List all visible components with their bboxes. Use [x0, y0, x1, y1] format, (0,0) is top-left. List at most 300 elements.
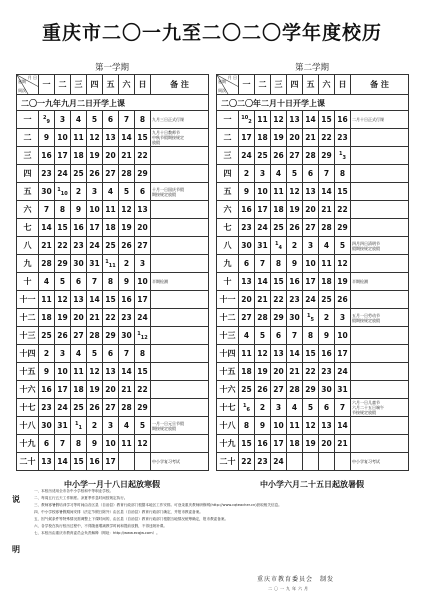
week-row	[17, 237, 209, 255]
date-cell: 26	[287, 219, 303, 237]
header-corner	[17, 75, 39, 95]
date-cell	[303, 453, 319, 471]
date-cell: 8	[303, 327, 319, 345]
week-number: 三	[17, 147, 39, 165]
date-cell: 28	[303, 147, 319, 165]
corner-week-number: 周次	[18, 88, 26, 93]
date-cell: 3	[135, 255, 151, 273]
note-cell	[351, 327, 409, 345]
week-row	[217, 129, 409, 147]
date-cell: 11	[71, 129, 87, 147]
date-cell: 16	[87, 453, 103, 471]
date-cell: 10	[135, 273, 151, 291]
week-row	[17, 129, 209, 147]
date-cell: 19	[87, 147, 103, 165]
note-cell: 五月一日劳动节 假期按规定放假	[351, 309, 409, 327]
week-row	[217, 147, 409, 165]
week-number: 十九	[17, 435, 39, 453]
week-number: 十一	[17, 291, 39, 309]
corner-weekday: 星期	[218, 79, 226, 84]
week-number: 十五	[217, 363, 239, 381]
date-cell: 5	[55, 273, 71, 291]
date-cell: 16	[239, 201, 255, 219]
date-cell: 6	[303, 165, 319, 183]
start-banner: 二〇二〇年二月十日开学上课	[217, 95, 409, 111]
date-cell: 10	[55, 363, 71, 381]
week-row	[17, 219, 209, 237]
semester-1-footer: 中小学一月十八日起放寒假	[64, 479, 160, 489]
date-cell: 11	[271, 183, 287, 201]
week-row	[217, 381, 409, 399]
date-cell: 28	[287, 381, 303, 399]
date-cell: 8	[55, 201, 71, 219]
date-cell: 16	[119, 291, 135, 309]
date-cell: 4	[39, 273, 55, 291]
date-cell: 27	[135, 237, 151, 255]
day-header: 四	[87, 75, 103, 95]
semester-2-label: 第二学期	[294, 63, 329, 73]
semester-2-table	[216, 74, 409, 471]
date-cell: 18	[287, 435, 303, 453]
date-cell: 27	[103, 399, 119, 417]
date-cell: 26	[87, 165, 103, 183]
date-cell: 7	[87, 273, 103, 291]
week-row	[217, 201, 409, 219]
date-cell: 30	[39, 417, 55, 435]
week-row	[217, 237, 409, 255]
semester-2-body	[217, 95, 409, 471]
note-cell	[351, 381, 409, 399]
explanation-line: 二、每周五行五天工作制度。凉夏季作息时间按规定执行。	[34, 496, 128, 500]
date-cell: 7	[319, 165, 335, 183]
explanation-text	[34, 488, 404, 537]
date-cell: 4	[119, 417, 135, 435]
day-header: 五	[103, 75, 119, 95]
date-cell: 26	[335, 291, 351, 309]
date-cell: 7	[255, 255, 271, 273]
date-cell: 21	[87, 309, 103, 327]
week-number: 六	[17, 201, 39, 219]
date-cell: 19	[255, 363, 271, 381]
date-cell: 4	[71, 345, 87, 363]
date-cell: 31	[255, 237, 271, 255]
date-cell: 25	[103, 237, 119, 255]
date-cell: 9	[39, 363, 55, 381]
month-start-date-cell: $^{10}_2$	[239, 111, 255, 129]
week-number: 十	[17, 273, 39, 291]
date-cell: 4	[287, 399, 303, 417]
date-cell: 24	[239, 147, 255, 165]
date-cell: 10	[271, 417, 287, 435]
date-cell: 23	[255, 453, 271, 471]
month-start-date-cell: $^1_1$	[71, 417, 87, 435]
date-cell: 19	[271, 129, 287, 147]
date-cell: 8	[103, 273, 119, 291]
week-number: 十六	[17, 381, 39, 399]
date-cell: 7	[335, 399, 351, 417]
date-cell: 18	[39, 309, 55, 327]
note-cell	[351, 147, 409, 165]
week-number: 十	[217, 273, 239, 291]
date-cell: 10	[255, 183, 271, 201]
note-cell: 半期检测	[151, 273, 209, 291]
date-cell: 24	[55, 399, 71, 417]
note-cell	[351, 201, 409, 219]
week-row	[17, 147, 209, 165]
date-cell: 16	[255, 435, 271, 453]
note-cell	[351, 417, 409, 435]
date-cell: 22	[319, 129, 335, 147]
date-cell: 9	[255, 417, 271, 435]
note-cell	[151, 255, 209, 273]
week-number: 十八	[17, 417, 39, 435]
date-cell: 8	[239, 417, 255, 435]
date-cell: 3	[303, 237, 319, 255]
date-cell: 3	[55, 345, 71, 363]
week-row	[217, 111, 409, 129]
month-start-date-cell: $^2_9$	[39, 111, 55, 129]
date-cell: 23	[335, 129, 351, 147]
date-cell: 18	[239, 363, 255, 381]
week-row	[217, 273, 409, 291]
date-cell: 14	[255, 273, 271, 291]
week-row	[217, 165, 409, 183]
date-cell: 14	[335, 417, 351, 435]
date-cell: 10	[335, 327, 351, 345]
week-number: 八	[17, 237, 39, 255]
day-header: 三	[71, 75, 87, 95]
date-cell: 29	[103, 327, 119, 345]
date-cell: 29	[319, 147, 335, 165]
date-cell: 20	[135, 219, 151, 237]
date-cell: 27	[71, 327, 87, 345]
date-cell: 25	[39, 327, 55, 345]
note-cell	[151, 237, 209, 255]
date-cell: 6	[39, 435, 55, 453]
date-cell: 9	[71, 201, 87, 219]
week-row	[217, 327, 409, 345]
date-cell: 15	[319, 111, 335, 129]
date-cell: 14	[303, 111, 319, 129]
date-cell: 17	[303, 273, 319, 291]
start-banner-row	[17, 95, 209, 111]
week-row	[217, 291, 409, 309]
semester-2-footer: 中小学六月二十五日起放暑假	[260, 479, 364, 489]
date-cell: 16	[39, 147, 55, 165]
semester-1-section	[16, 62, 208, 490]
date-cell: 16	[71, 219, 87, 237]
header-corner	[217, 75, 239, 95]
start-banner: 二〇一九年九月二日开学上课	[17, 95, 209, 111]
date-cell: 6	[135, 183, 151, 201]
date-cell: 12	[287, 183, 303, 201]
issuer-signature: 重庆市教育委员会 制发	[257, 576, 335, 583]
date-cell: 20	[287, 129, 303, 147]
week-row	[17, 345, 209, 363]
week-number: 十四	[17, 345, 39, 363]
month-start-date-cell: $^1_{12}$	[135, 327, 151, 345]
week-number: 十七	[217, 399, 239, 417]
date-cell: 9	[87, 435, 103, 453]
note-header: 备 注	[351, 75, 409, 95]
date-cell: 25	[71, 399, 87, 417]
date-cell: 20	[239, 291, 255, 309]
week-row	[17, 309, 209, 327]
date-cell: 17	[87, 219, 103, 237]
date-cell: 23	[119, 309, 135, 327]
date-cell: 19	[303, 435, 319, 453]
date-cell: 26	[271, 147, 287, 165]
date-cell: 10	[103, 435, 119, 453]
week-number: 十六	[217, 381, 239, 399]
date-cell: 9	[239, 183, 255, 201]
week-row	[217, 309, 409, 327]
day-header: 六	[319, 75, 335, 95]
date-cell: 24	[87, 237, 103, 255]
date-cell: 7	[55, 435, 71, 453]
date-cell: 19	[119, 219, 135, 237]
note-cell: 半期检测	[351, 273, 409, 291]
date-cell: 21	[119, 381, 135, 399]
date-cell: 10	[303, 255, 319, 273]
corner-month-day: 月 日	[227, 75, 237, 80]
date-cell: 2	[255, 399, 271, 417]
date-cell: 15	[135, 363, 151, 381]
date-cell: 22	[335, 201, 351, 219]
date-cell: 7	[119, 111, 135, 129]
date-cell: 3	[103, 417, 119, 435]
date-cell: 13	[135, 201, 151, 219]
date-cell: 6	[319, 399, 335, 417]
date-cell: 21	[319, 201, 335, 219]
date-cell: 2	[287, 237, 303, 255]
date-cell: 10	[55, 129, 71, 147]
week-number: 五	[217, 183, 239, 201]
date-cell	[119, 453, 135, 471]
week-number: 四	[217, 165, 239, 183]
date-cell: 11	[239, 345, 255, 363]
date-cell: 19	[335, 273, 351, 291]
note-cell: 四月四日清明节 假期按规定放假	[351, 237, 409, 255]
date-cell: 11	[287, 417, 303, 435]
week-number: 十一	[217, 291, 239, 309]
day-header: 日	[335, 75, 351, 95]
week-row	[217, 417, 409, 435]
date-cell: 16	[287, 273, 303, 291]
day-header: 一	[239, 75, 255, 95]
note-cell	[351, 183, 409, 201]
date-cell: 31	[55, 417, 71, 435]
date-cell: 20	[103, 147, 119, 165]
date-cell: 20	[303, 201, 319, 219]
date-cell: 23	[287, 291, 303, 309]
date-cell: 29	[55, 255, 71, 273]
date-cell: 19	[55, 309, 71, 327]
date-cell: 9	[119, 273, 135, 291]
date-cell: 4	[71, 111, 87, 129]
date-cell: 4	[103, 183, 119, 201]
date-cell: 13	[39, 453, 55, 471]
date-cell: 12	[271, 111, 287, 129]
explanation-line: 三、教师寒暑假培训学习等时间由各区县（自治县）教育行政部门根据本地区工作安排。可登录重庆教师研修网(http://www.cqteacher.cn)获取相关信息。	[34, 503, 282, 507]
semester-1-label: 第一学期	[94, 63, 129, 73]
semester-1-table	[16, 74, 209, 471]
corner-month-day: 月 日	[27, 75, 37, 80]
date-cell: 12	[87, 129, 103, 147]
week-number: 四	[17, 165, 39, 183]
week-row	[217, 435, 409, 453]
date-cell: 5	[87, 111, 103, 129]
date-cell: 24	[55, 165, 71, 183]
date-cell: 14	[287, 345, 303, 363]
week-row	[217, 219, 409, 237]
date-cell: 30	[119, 327, 135, 345]
week-number: 六	[217, 201, 239, 219]
week-row	[217, 345, 409, 363]
week-number: 十三	[17, 327, 39, 345]
day-header: 四	[287, 75, 303, 95]
date-cell: 30	[287, 309, 303, 327]
date-cell: 11	[119, 435, 135, 453]
date-cell: 17	[135, 291, 151, 309]
month-start-date-cell: $^1_4$	[271, 237, 287, 255]
date-cell: 2	[39, 345, 55, 363]
week-row	[217, 453, 409, 471]
day-header: 五	[303, 75, 319, 95]
date-cell: 31	[87, 255, 103, 273]
date-cell: 16	[335, 111, 351, 129]
date-cell: 2	[319, 309, 335, 327]
date-cell: 19	[287, 201, 303, 219]
explanation-line: 五、因气候条件等特殊情况需调整上下课时间的，由区县（自治县）教育行政部门根据当地情况统筹确定，报市教委备案。	[34, 517, 229, 521]
date-cell: 13	[103, 363, 119, 381]
note-cell	[151, 435, 209, 453]
date-cell: 28	[119, 399, 135, 417]
day-header: 三	[271, 75, 287, 95]
note-cell: 九月十日教师节 中秋节假期按规定 放假	[151, 129, 209, 147]
date-cell: 12	[255, 345, 271, 363]
week-number: 十三	[217, 327, 239, 345]
date-cell: 7	[119, 345, 135, 363]
date-cell: 26	[119, 237, 135, 255]
month-start-date-cell: $^1_{10}$	[55, 183, 71, 201]
corner-week-number: 周次	[218, 88, 226, 93]
date-cell	[287, 453, 303, 471]
explanation-label-top: 说	[12, 494, 20, 504]
note-cell	[151, 147, 209, 165]
date-cell: 28	[319, 219, 335, 237]
week-number: 十二	[217, 309, 239, 327]
date-cell: 9	[319, 327, 335, 345]
date-cell: 28	[87, 327, 103, 345]
explanation-line: 六、各学校在执行校历过程中，不得随意增减教学时间和提前放假，不得违规补课。	[34, 524, 167, 528]
note-cell	[351, 219, 409, 237]
date-cell: 30	[239, 237, 255, 255]
date-cell: 5	[119, 183, 135, 201]
date-cell: 5	[135, 417, 151, 435]
week-row	[17, 435, 209, 453]
date-cell: 6	[103, 111, 119, 129]
date-cell: 13	[71, 291, 87, 309]
week-number: 十七	[17, 399, 39, 417]
date-cell: 13	[239, 273, 255, 291]
explanation-line: 四、中小学校寒暑假期间安排（法定节假日除外）由区县（自治县）教育行政部门确定，并报市教委备案。	[34, 510, 203, 514]
date-cell: 5	[255, 327, 271, 345]
date-cell: 12	[119, 201, 135, 219]
date-cell: 18	[271, 201, 287, 219]
week-number: 十九	[217, 435, 239, 453]
date-cell: 20	[271, 363, 287, 381]
date-cell: 8	[135, 345, 151, 363]
date-cell: 27	[271, 381, 287, 399]
date-cell	[335, 453, 351, 471]
date-cell: 26	[55, 327, 71, 345]
week-row	[17, 111, 209, 129]
explanation-line: 七、本校历由重庆市教育委员会负责解释（网址：http://www.ecqjw.com）。	[34, 531, 160, 535]
date-cell: 11	[39, 291, 55, 309]
week-number: 九	[217, 255, 239, 273]
date-cell: 23	[39, 165, 55, 183]
date-cell: 14	[119, 363, 135, 381]
date-cell: 17	[103, 453, 119, 471]
date-cell: 19	[87, 381, 103, 399]
date-cell: 22	[103, 309, 119, 327]
week-row	[17, 165, 209, 183]
date-cell: 18	[255, 129, 271, 147]
date-cell: 13	[103, 129, 119, 147]
note-cell	[351, 129, 409, 147]
date-cell: 8	[271, 255, 287, 273]
date-cell: 15	[335, 183, 351, 201]
week-row	[17, 273, 209, 291]
date-cell: 21	[303, 129, 319, 147]
date-cell: 12	[55, 291, 71, 309]
date-cell: 24	[135, 309, 151, 327]
date-cell: 27	[239, 309, 255, 327]
week-number: 八	[217, 237, 239, 255]
week-number: 七	[217, 219, 239, 237]
date-cell: 15	[239, 435, 255, 453]
date-cell: 18	[103, 219, 119, 237]
date-cell: 24	[335, 363, 351, 381]
note-cell: 中小学复习考试	[351, 453, 409, 471]
date-cell: 17	[239, 129, 255, 147]
date-cell: 12	[135, 435, 151, 453]
date-cell: 16	[39, 381, 55, 399]
note-cell	[151, 399, 209, 417]
date-cell: 14	[55, 453, 71, 471]
date-cell: 6	[103, 345, 119, 363]
date-cell: 5	[335, 237, 351, 255]
date-cell: 27	[103, 165, 119, 183]
date-cell: 18	[71, 381, 87, 399]
date-cell: 30	[39, 183, 55, 201]
week-row	[17, 417, 209, 435]
week-row	[217, 363, 409, 381]
date-cell: 17	[271, 435, 287, 453]
date-cell: 2	[87, 417, 103, 435]
date-cell: 23	[239, 219, 255, 237]
date-cell: 3	[271, 399, 287, 417]
week-row	[217, 399, 409, 417]
note-cell	[151, 165, 209, 183]
date-cell: 14	[119, 129, 135, 147]
date-cell: 2	[71, 183, 87, 201]
week-number: 十八	[217, 417, 239, 435]
date-cell: 28	[39, 255, 55, 273]
date-cell: 29	[135, 399, 151, 417]
date-cell: 14	[87, 291, 103, 309]
